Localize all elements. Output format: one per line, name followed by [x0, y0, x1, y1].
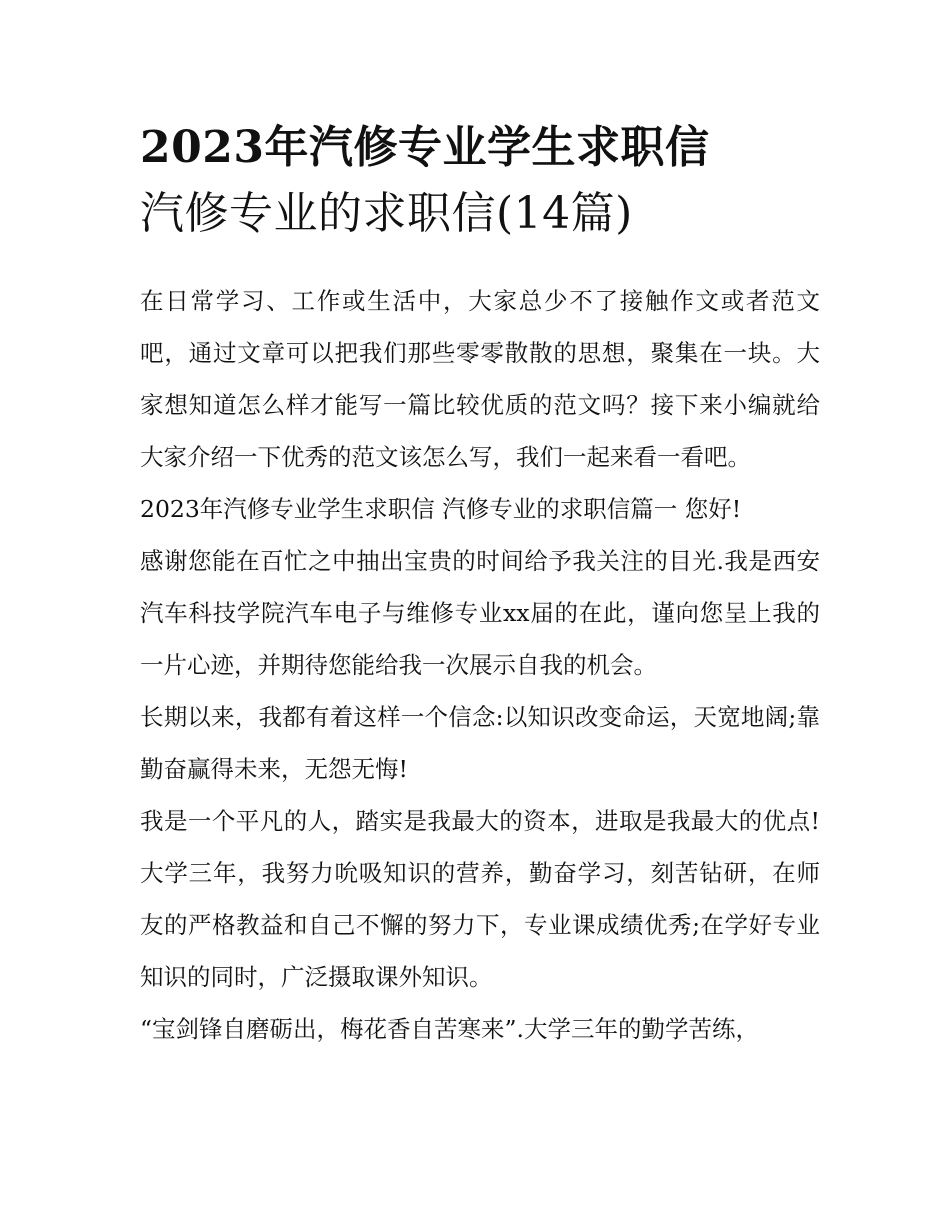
paragraph-belief: 长期以来，我都有着这样一个信念:以知识改变命运，天宽地阔;靠勤奋赢得未来，无怨无悔!: [140, 703, 820, 783]
document-body: [140, 275, 820, 1055]
paragraph-thanks: 感谢您能在百忙之中抽出宝贵的时间给予我关注的目光.我是西安汽车科技学院汽车电子与维修专业xx届的在此，谨向您呈上我的一片心迹，并期待您能给我一次展示自我的机会。: [140, 547, 820, 679]
paragraph-intro: 在日常学习、工作或生活中，大家总少不了接触作文或者范文吧，通过文章可以把我们那些零零散散的思想，聚集在一块。大家想知道怎么样才能写一篇比较优质的范文吗？接下来小编就给大家介绍一下优秀的范文该怎么写，我们一起来看一看吧。: [140, 287, 820, 471]
document-title: [140, 115, 820, 247]
title-line-2: 汽修专业的求职信(14篇): [140, 188, 633, 239]
document-page: [140, 115, 820, 1055]
title-line-1: 2023年汽修专业学生求职信: [140, 122, 710, 173]
paragraph-quote: “宝剑锋自磨砺出，梅花香自苦寒来”.大学三年的勤学苦练，: [140, 1015, 759, 1043]
paragraph-heading-greeting: 2023年汽修专业学生求职信 汽修专业的求职信篇一 您好!: [140, 495, 742, 523]
paragraph-self-intro: 我是一个平凡的人，踏实是我最大的资本，进取是我最大的优点!大学三年，我努力吮吸知识的营养，勤奋学习，刻苦钻研，在师友的严格教益和自己不懈的努力下，专业课成绩优秀;在学好专业知识的同时，广泛摄取课外知识。: [140, 807, 820, 991]
